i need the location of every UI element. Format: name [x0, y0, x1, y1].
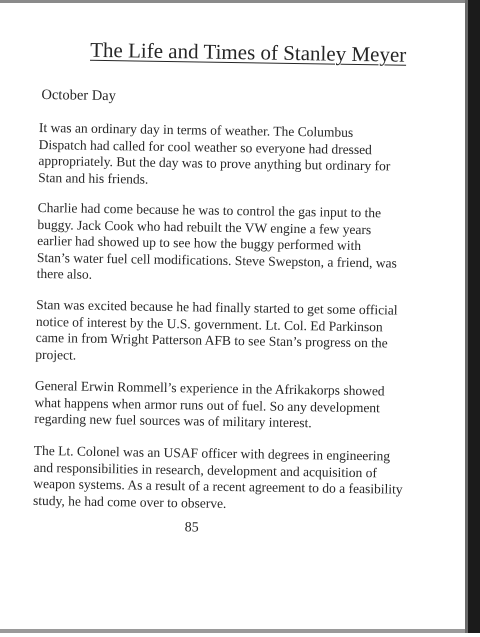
paragraph-line: and responsibilities in research, development and acquisition of — [33, 459, 378, 480]
page-title: The Life and Times of Stanley Meyer — [89, 37, 407, 67]
scan-right-edge — [468, 0, 480, 633]
paragraph-line: weapon systems. As a result of a recent agreement to do a feasibility — [33, 475, 403, 497]
paragraph-line: earlier had showed up to see how the buggy performed with — [37, 232, 362, 254]
paragraph-line: Stan and his friends. — [38, 169, 149, 187]
paragraph-line: Stan’s water fuel cell modifications. Steve Swepston, a friend, was — [36, 249, 397, 271]
paragraph-line: there also. — [36, 265, 93, 282]
paragraph-5 — [32, 442, 403, 515]
paragraph-line: Stan was excited because he had finally started to get some official — [36, 296, 398, 318]
paragraph-2 — [37, 200, 398, 288]
paragraph-line: General Erwin Rommell’s experience in the Afrikakorps showed — [34, 377, 385, 399]
paragraph-line: appropriately. But the day was to prove anything but ordinary for — [38, 152, 391, 174]
paragraph-line: came in from Wright Patterson AFB to see Stan’s progress on the — [35, 329, 388, 351]
paragraph-line: It was an ordinary day in terms of weather. The Columbus — [38, 119, 354, 140]
paragraph-line: regarding new fuel sources was of military interest. — [34, 410, 312, 431]
paragraph-line: buggy. Jack Cook who had rebuilt the VW engine a few years — [37, 216, 372, 237]
paragraph-line: what happens when armor runs out of fuel. So any development — [34, 394, 381, 415]
paragraph-line: Charlie had come because he was to control the gas input to the — [37, 199, 382, 221]
paragraph-line: project. — [35, 346, 77, 363]
paragraph-line: The Lt. Colonel was an USAF officer with degrees in engineering — [33, 442, 391, 464]
paragraph-4 — [34, 378, 395, 433]
paragraph-line: Dispatch had called for cool weather so everyone had dressed — [38, 136, 373, 157]
paragraph-line: notice of interest by the U.S. government. Lt. Col. Ed Parkinson — [35, 313, 383, 334]
paragraph-1 — [38, 120, 399, 192]
paragraph-line: study, he had come over to observe. — [32, 492, 227, 511]
paragraph-3 — [35, 297, 396, 369]
page-number: 85 — [184, 520, 199, 536]
section-heading: October Day — [41, 86, 117, 105]
